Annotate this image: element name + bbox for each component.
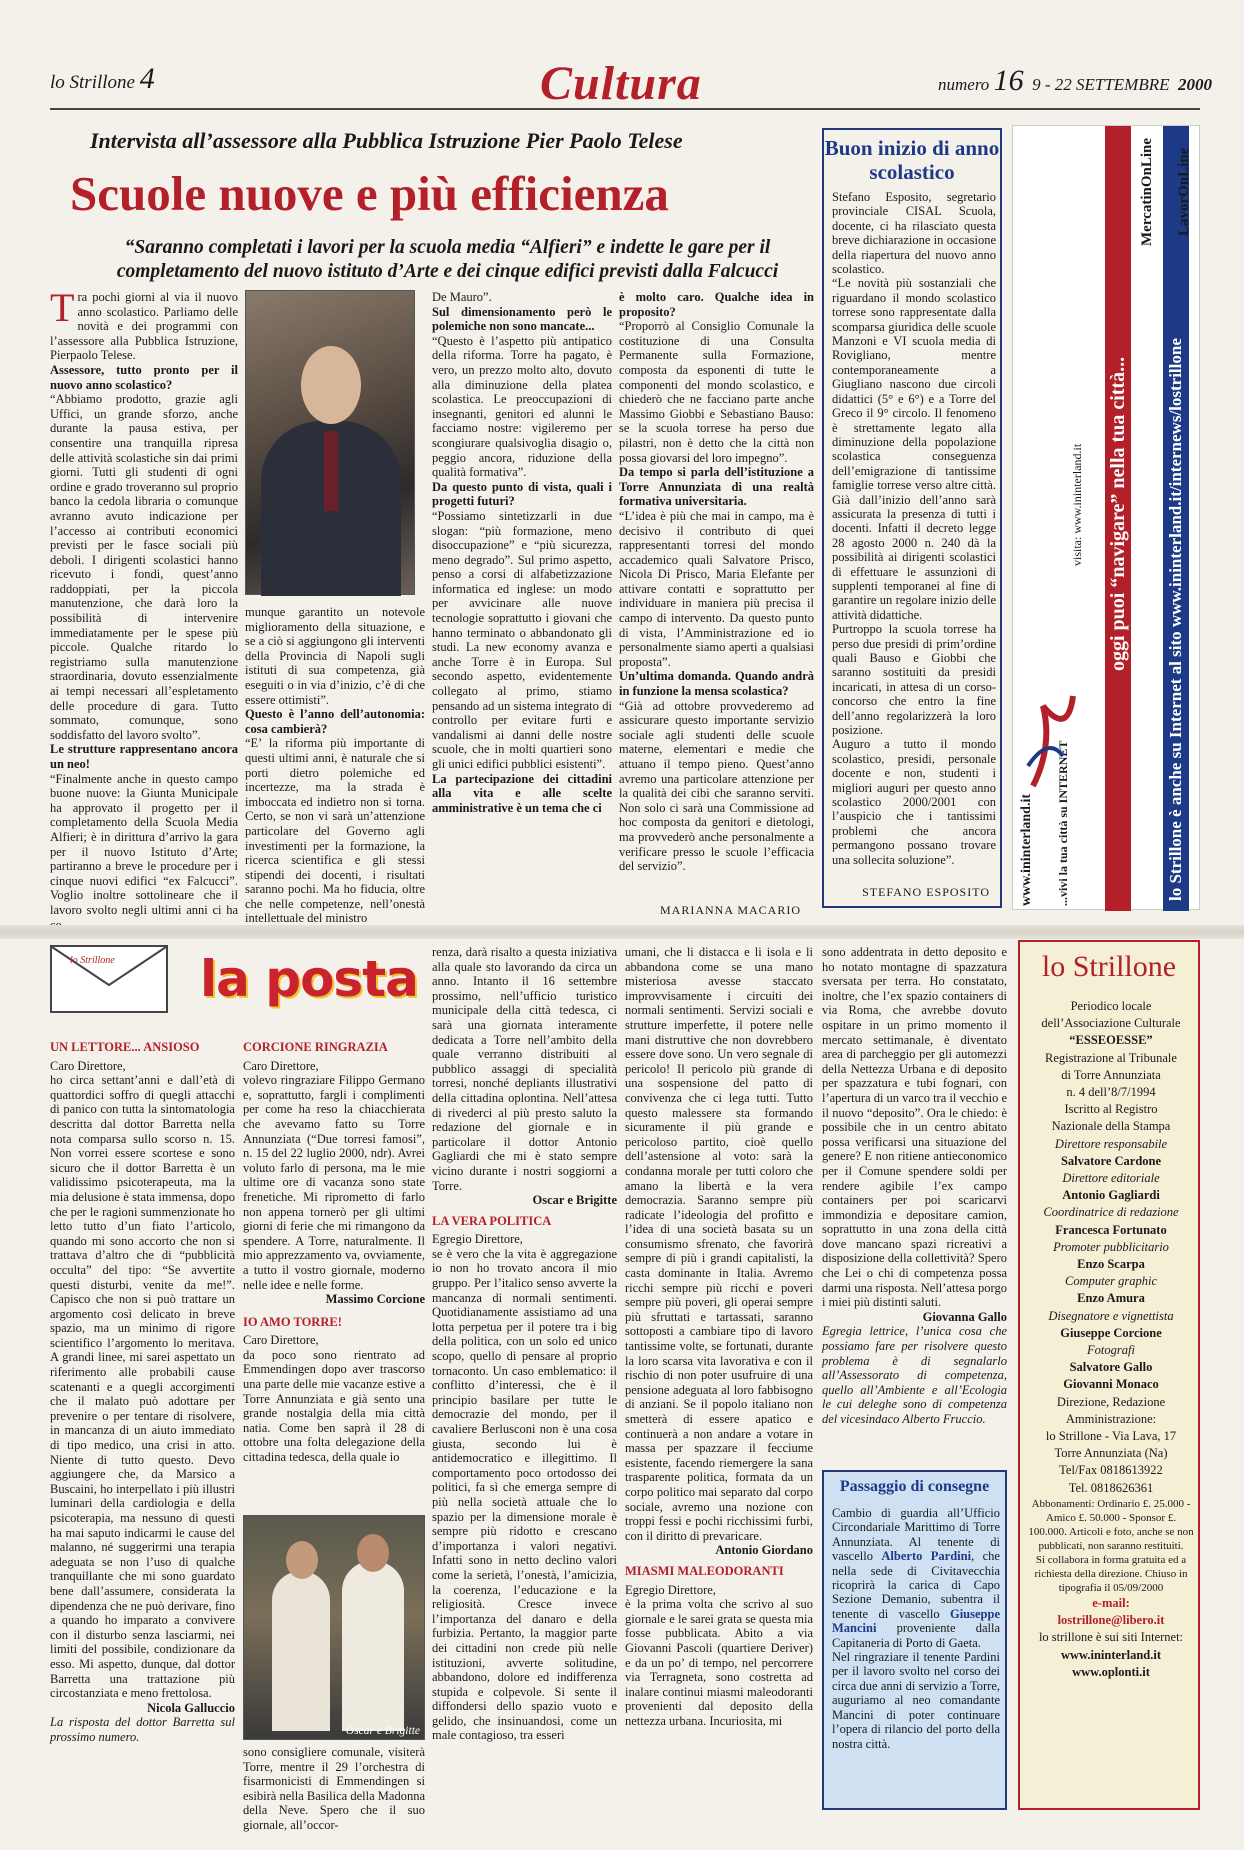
article-column-3: De Mauro”. Sul dimensionamento però le polemiche non sono mancate... “Questo è l’aspetto più antipatico della riforma. Torre ha pagato, è vero, un prezzo molto alto, dovuto alla diminuzione della platea scolastica. Le preoccupazioni di insegnanti, genitori ed alunni le facciamo nostre: vigileremo per scongiurare qualsivoglia disagio o, peggio ancora, riduzione della qualità formativa”. Da questo punto di vista, quali i progetti futuri? “Possiamo sintetizzarli in due slogan: “più formazione, meno disoccupazione” e “più sicurezza, meno degrado”. Sul primo aspetto, penso a corsi di alfabetizzazione informatica ed inglese: un modo per avvicinare alle nuove tecnologie soprattutto i giovani che hanno terminato o abbandonato gli studi. La new economy avanza e anche Torre è in Europa. Sul secondo aspetto, evidentemente collegato al primo, stiamo pensando ad un sistema integrato di controllo per evitare furti e vandalismi ai danni delle nostre scuole, che in molti quartieri sono gli unici edifici pubblici esistenti”. La partecipazione dei cittadini alla vita e alle scelte amministrative è un tema che ci — [432, 290, 612, 815]
ad-brand: www.ininterland.it — [1019, 793, 1034, 906]
posta-title: la posta — [200, 950, 418, 1008]
ad-tagline: ...vivi la tua città su INTERNET — [1056, 740, 1070, 906]
passaggio-title: Passaggio di consegne — [839, 1478, 990, 1495]
internet-ad — [1012, 125, 1200, 910]
posta-column-2-cont: sono consigliere comunale, visiterà Torre, mentre il 29 l’orchestra di fisarmonicisti di Emmendingen si esibirà nella Basilica della Madonna della Neve. Spero che il suo giornale, all’occor- — [243, 1745, 425, 1832]
colophon-title: lo Strillone — [1041, 950, 1177, 983]
page-fold — [0, 925, 1244, 939]
header-rule — [50, 108, 1200, 110]
masthead-paper: lo Strillone 4 — [50, 62, 155, 95]
oscar-brigitte-photo: Oscar e Brigitte — [243, 1515, 425, 1740]
colophon-web-link-2[interactable]: www.oplonti.it — [1072, 1664, 1150, 1679]
posta-column-2: CORCIONE RINGRAZIA Caro Direttore, volevo ringraziare Filippo Germano e, soprattutto, fargli i complimenti per come ha reso la chiacchierata che avevamo fatto su Torre Annunziata (“Due torresi famosi”, n. 15 del 22 luglio 2000, ndr). Avrei voluto farlo di persona, ma le mie ultime ore di vacanza sono state frenetiche. Mi riprometto di farlo non appena tornerò per gli ultimi giorni di ferie che mi rimangono da spendere. A Torre, naturalmente. Il mio apprezzamento va, ovviamente, a tutto il vostro giornale, moderno nelle idee e nelle forme. Massimo Corcione IO AMO TORRE! Caro Direttore, da poco sono rientrato ad Emmendingen dopo aver trascorso una parte delle mie vacanze estive a Torre Annunziata e già sento una grande nostalgia della mia città natia. Come ben saprà il 28 di ottobre una folta delegazione della cittadina tedesca, della quale io — [243, 1040, 425, 1465]
ad-visita: visita: www.ininterland.it — [1070, 443, 1084, 566]
page-number: 4 — [139, 62, 155, 95]
article-kicker: Intervista all’assessore alla Pubblica Istruzione Pier Paolo Telese — [90, 128, 683, 153]
colophon-web-link-1[interactable]: www.ininterland.it — [1060, 1647, 1161, 1662]
section-title: Cultura — [540, 57, 702, 110]
sidebar-signature: STEFANO ESPOSITO — [862, 885, 990, 899]
assessore-photo — [245, 290, 415, 595]
sidebar-title: Buon inizio di anno scolastico — [824, 136, 1000, 184]
article-deck: “Saranno completati i lavori per la scuola media “Alfieri” e indette le gare per il completamento del nuovo istituto d’Arte e dei cinque edifici previsti dalla Falcucci — [116, 237, 779, 282]
colophon-box — [1018, 940, 1200, 1810]
colophon-text: Periodico locale dell’Associazione Culturale “ESSEOESSE” Registrazione al Tribunale di Torre Annunziata n. 4 dell’8/7/1994 Iscritto al Registro Nazionale della Stampa Direttore responsabile Salvatore Cardone Direttore editoriale Antonio Gagliardi Coordinatrice di redazione Francesca Fortunato Promoter pubblicitario Enzo Scarpa Computer graphic Enzo Amura Disegnatore e vignettista Giuseppe Corcione Fotografi Salvatore Gallo Giovanni Monaco Direzione, Redazione Amministrazione: lo Strillone - Via Lava, 17 Torre Annunziata (Na) Tel/Fax 0818613922 Tel. 0818626361 Abbonamenti: Ordinario £. 25.000 - Amico £. 50.000 - Sponsor £. 100.000. Articoli e foto, anche se non pubblicati, non saranno restituiti. Si collabora in forma gratuita ed a richiesta della direzione. Chiuso in tipografia il 05/09/2000 e-mail: lostrillone@libero.it lo strillone è sui siti Internet: www.ininterland.it www.oplonti.it — [1026, 998, 1196, 1681]
posta-column-4: umani, che li distacca e li isola e li abbandona come se una mano misteriosa avesse staccato improvvisamente i circuiti dei normali sentimenti. Servizi sociali e strutture imperfette, il potere nelle mani distruttive che non dovrebbero essere dove sono. Un vero segnale di pericolo! Il pericolo più grande di una sospensione del patto di convivenza che ci lega tutti. Tutto questo malessere sta formando sicuramente il più grande e pericoloso partito, cioè quello dell’astensione al voto: sarà la condanna morale per tutti coloro che amano la libertà e la vera democrazia. Saranno sempre più radicate l’ideologia del profitto e l’idea di una società basata su un consumismo sfrenato, che favorirà sempre di più i grandi capitalisti, la casta dominante in Italia. Avremo ricchi sempre più ricchi e poveri sempre più poveri, gli operai sempre più sfruttati e tartassati, saranno sottoposti a cambiare tipo di lavoro tantissime volte, se fortunati, durante la loro scarsa vita lavorativa e con il rischio di non poter usufruire di una pensione adeguata al loro fabbisogno di anziani. Se il popolo italiano non smetterà di essere apatico e continuerà a non andare a votare in massa per spazzare il fecciume esistente, facendo riemergere la sana trasparente politica, formata da un corpo politico mai separato dal corpo sociale, avremo una nozione con troppi fessi e pochi ricchissimi furbi, con il diritto di prevaricare. Antonio Giordano MIASMI MALEODORANTI Egregio Direttore, è la prima volta che scrivo al suo giornale e le sarei grata se questa mia fosse pubblicata. Abito a via Giovanni Pascoli (quartiere Deriver) e da un po’ di tempo, nel percorrere via Terragneta, sono costretta ad inalare continui miasmi maleodoranti provenienti dal deposito della nettezza urbana. Incuriosita, mi — [625, 945, 813, 1728]
ad-slogan-red: oggi puoi “navigare” nella tua città... — [1105, 126, 1131, 911]
article-column-1: Tra pochi giorni al via il nuovo anno scolastico. Parliamo delle novità e dei programmi con l’assessore alla Pubblica Istruzione, Pierpaolo Telese. Assessore, tutto pronto per il nuovo anno scolastico? “Abbiamo prodotto, grazie agli Uffici, un grande sforzo, anche durante la pausa estiva, per consentire una tranquilla ripresa delle attività scolastiche sin dai primi giorni. Tutti gli studenti di ogni ordine e grado troveranno sul proprio banco la cedola libraria o comunque avranno avuto indicazione per l’accesso ai contributi economici previsti per le fasce sociali più deboli. I dirigenti scolastici hanno ricevuto i fondi, quest’anno raddoppiati, per la piccola manutenzione, che darà loro la possibilità di intervenire immediatamente per le spese più piccole. Qualche ritardo lo registriamo sulla manutenzione straordinaria, dovuto essenzialmente ai tempi necessari all’espletamento delle procedure di gara. Tutto sommato, comunque, sono soddisfatto del lavoro svolto”. Le strutture rappresentano ancora un neo! “Finalmente anche in questo campo buone nuove: la Giunta Municipale ha approvato il progetto per il completamento della Scuola Media Alfieri; è in dirittura d’arrivo la gara per il nuovo Istituto d’Arte; partiranno a breve le procedure per i cinque nuovi edifici “ex Falcucci”. Voglio inoltre sottolineare che il lavoro svolto negli ultimi anni ci ha — [50, 285, 238, 917]
ad-mercatin: MercatinOnLine — [1139, 137, 1155, 246]
ad-logo-icon — [1023, 686, 1083, 796]
article-column-4: è molto caro. Qualche idea in proposito? “Proporrò al Consiglio Comunale la costituzione di una Consulta Permanente sulla Formazione, composta da esponenti di tutte le componenti del mondo scolastico, e chiederò che ne facciano parte anche Massimo Giobbi e Sebastiano Bauso: se la scuola torrese ha perso due pilastri, non è detto che la città non possa giovarsi del loro impegno”. Da tempo si parla dell’istituzione a Torre Annunziata di una realtà formativa universitaria. “L’idea è più che mai in campo, ma è decisivo il contributo di quei rappresentanti torresi del mondo accademico quali Salvatore Prisco, Nicola Di Prisco, Maria Elefante per attivare contatti e soprattutto per individuare in maniera più precisa il campo di intervento. Da questo punto di vista, l’Amministrazione ed io personalmente siamo aperti a qualsiasi proposta”. Un’ultima domanda. Quando andrà in funzione la mensa scolastica? “Già ad ottobre provvederemo ad assicurare questo importante servizio sociale agli studenti delle scuole materne, elementari e medie che attuano il tempo pieno. Quest’anno avremo una particolare attenzione per la qualità dei cibi che saranno serviti. Non solo ci sarà una Commissione ad hoc composta da genitori e dietologi, ma provvederò anche personalmente a verificare presso le scuole l’efficacia del servizio”. — [619, 290, 814, 874]
ad-slogan-blue: lo Strillone è anche su Internet al sito www.ininterland.it/internews/lostrillone — [1163, 126, 1189, 911]
article-author: MARIANNA MACARIO — [660, 903, 802, 917]
sidebar-box — [822, 128, 1002, 908]
ad-lavoro: LavorOnLine — [1176, 147, 1192, 236]
envelope-icon: lo Strillone — [50, 945, 168, 1013]
colophon-email-link[interactable]: lostrillone@libero.it — [1057, 1613, 1165, 1628]
posta-column-1: UN LETTORE... ANSIOSO Caro Direttore, ho circa settant’anni e dall’età di quattordici soffro di quegli attacchi di panico con tutta la sintomatologia descritta dal dottor Barretta nella nota comparsa sullo scorso n. 15. Non vorrei essere scortese e sono sicuro che il dottor Barretta è un validissimo psicoterapeuta, ma la mia delusione è stata immensa, dopo che per le ragioni summenzionate ho letto tutto d’un fiato l’articolo, quando mi sono accorto che non si trattava d’altro che di “pubblicità occulta” del tipo: “Se avvertite questi disturbi, venite da me!”. Capisco che non si può trattare un argomento così delicato in breve spazio, ma un minimo di rigore scientifico l’argomento lo meritava. A grandi linee, mi sarei aspettato un riferimento alle probabili cause scatenanti e a quegli accorgimenti che il malato può adottare per prevenire o per tentare di risolvere, in mancanza di un aiuto immediato di tipo medico, una crisi in atto. Niente di tutto questo. Devo aggiungere che, da Marsico a Buscaini, ho interpellato i più illustri luminari della cardiologia e della psicoterapia, ma nessuno di questi ha mai saputo indicarmi le cause del malanno, né suggerirmi una terapia adeguata se non l’uso di qualche tranquillante che mi sono guardato bene dall’assumere, considerata la dipendenza che ne può derivare, fino a quando ho imparato a convivere con il disturbo senza lasciarmi, nei limiti del possibile, condizionare da esso. Mi aspetto, dunque, dal dottor Barretta una trattazione più circostanziata e meno frettolosa. Nicola Galluccio La risposta del dottor Barretta sul prossimo numero. — [50, 1040, 235, 1744]
posta-column-5: sono addentrata in detto deposito e ho notato montagne di spazzatura sversata per terra. Ho constatato, inoltre, che l’ex spazio containers di via Roma, che avrebbe dovuto ospitare in un primo momento il mercato settimanale, è diventato area di parcheggio per gli automezzi della Nettezza Urbana e di deposito per spazzatura e tubi fognari, con l’apertura di un varco tra il vecchio e il nuovo “deposito”. Ora le chiedo: è possibile che in un centro abitato possa verificarsi una situazione del genere? E non ritiene antieconomico per il Comune spendere soldi per rendere agibile l’ex campo containers per poi scaricarvi immondizia e depositare camion, soprattutto in una zona della città dove mancano spazi ricreativi a disposizione della collettività? Spero che Lei o chi di competenza possa darmi una risposta. Nell’attesa porgo i miei più distinti saluti. Giovanna Gallo Egregia lettrice, l’unica cosa che possiamo fare per risolvere questo problema è di segnalarlo all’Assessorato di competenza, quello all’Ambiente e all’Ecologia le cui deleghe sono di competenza del vicesindaco Alberto Fruccio. — [822, 945, 1007, 1426]
article-column-2: munque garantito un notevole miglioramento della situazione, e se a ciò si aggiungono gli interventi della Provincia di Napoli sugli istituti di sua competenza, già eseguiti o in via d’inizio, c’è di che essere ottimisti”. Questo è l’anno dell’autonomia: cosa cambierà? “E’ la riforma più importante di questi ultimi anni, è naturale che si porti dietro polemiche ed incertezze, ma la strada è imboccata ed indietro non si torna. Certo, se non vi sarà un’attenzione particolare del Governo agli investimenti per la formazione, la ricerca scientifica e gli stessi stipendi dei docenti, i risultati saranno pochi. Ma ho fiducia, oltre che nelle competenze, nell’onestà intellettuale del ministro — [245, 605, 425, 926]
posta-column-3: renza, darà risalto a questa iniziativa alla quale sto lavorando da circa un anno. Intanto il 16 settembre prossimo, nell’ufficio turistico municipale della città tedesca, ci sarà una giornata interamente dedicata a Torre nell’ambito della quale verranno distribuiti al pubblico assaggi di specialità torresi, nonché depliants illustrativi della cittadina oplontina. Nell’attesa di rivederci al più presto saluto la redazione del giornale e in particolare il dottor Antonio Gagliardi che mi è stato sempre vicino durante i nostri soggiorni a Torre. Oscar e Brigitte LA VERA POLITICA Egregio Direttore, se è vero che la vita è aggregazione io non ho trovato ancora il mio gruppo. Per l’italico senso avverte la mancanza di normali sentimenti. Quotidianamente assistiamo ad una lotta perpetua per il potere tra i big della politica, con un solo ed unico scopo, quello di pensare al proprio tornaconto. Un caso emblematico: il conflitto d’interessi, che è il principio basilare per tutte le democrazie del mondo, per il cavaliere Berlusconi non è una cosa giusta, secondo lui è antidemocratico e illegittimo. Il comportamento poco ortodosso dei politici, fa sì che emerga sempre di più nella società attuale che lo spazio per la dimensione morale è sempre più ridotto e crescano d’importanza i valori negativi. Infatti sono in netto declino valori come la serietà, l’onestà, l’amicizia, la coerenza, l’educazione e la religiosità. Cresce invece l’importanza del danaro e della furbizia. Pertanto, la maggior parte dei cittadini non crede più nelle istituzioni, avverte solitudine, abbandono, dolore ed indifferenza stupida e colpevole. Si sente il diffondersi dello spazio vuoto e gelido, che insinuandosi, come un male contagioso, tra esseri — [432, 945, 617, 1743]
article-headline: Scuole nuove e più efficienza — [70, 166, 669, 221]
passaggio-box — [822, 1470, 1007, 1810]
masthead-issue: numero 16 9 - 22 SETTEMBRE 2000 — [938, 64, 1212, 97]
passaggio-text: Cambio di guardia all’Ufficio Circondariale Marittimo di Torre Annunziata. Al tenente di vascello Alberto Pardini, che nella sede di Civitavecchia ricoprirà la carica di Capo Sezione Demanio, subentra il tenente di vascello Giuseppe Mancini proveniente dalla Capitaneria di Porto di Gaeta. Nel ringraziare il tenente Pardini per il lavoro svolto nel corso dei circa due anni di servizio a Torre, auguriamo al neo comandante Mancini di poter continuare l’opera di rilancio del porto della nostra città. — [832, 1506, 1000, 1751]
sidebar-text: Stefano Esposito, segretario provinciale CISAL Scuola, docente, ci ha rilasciato questa breve dichiarazione in occasione della riapertura del nuovo anno scolastico. “Le novità più sostanziali che riguardano il mondo scolastico torrese sono rappresentate dalla scomparsa giuridica delle scuole Manzoni e VI scuola media di Rovigliano, mentre contemporaneamente a Giugliano nascono due circoli didattici (5° e 6°) e a Torre del Greco il 9° circolo. Il fenomeno è strettamente legato alla diminuzione della popolazione scolastica conseguenza dell’emigrazione di tantissime famiglie torrese verso altre città. Già dall’inizio dell’anno sarà assicurata la presenza di tutti i docenti. Infatti il decreto legge 28 agosto 2000 n. 240 dà la possibilità ai dirigenti scolastici di effettuare le assunzioni di supplenti temporanei al fine di garantire un regolare inizio delle attività didattiche. Purtroppo la scuola torrese ha perso due presidi di prim’ordine quali Bauso e Giobbi che saranno sostituiti da presidi incaricati, in attesa di un corso-concorso che entro la fine dell’anno regolarizzerà la loro posizione. Auguro a tutto il mondo scolastico, presidi, personale docente e non, studenti i migliori auguri per questo anno scolastico 2000/2001 con l’auspicio che i tantissimi problemi che ancora permangono possano trovare una sollecita soluzione”. — [832, 190, 996, 867]
drop-cap: T — [50, 285, 75, 330]
